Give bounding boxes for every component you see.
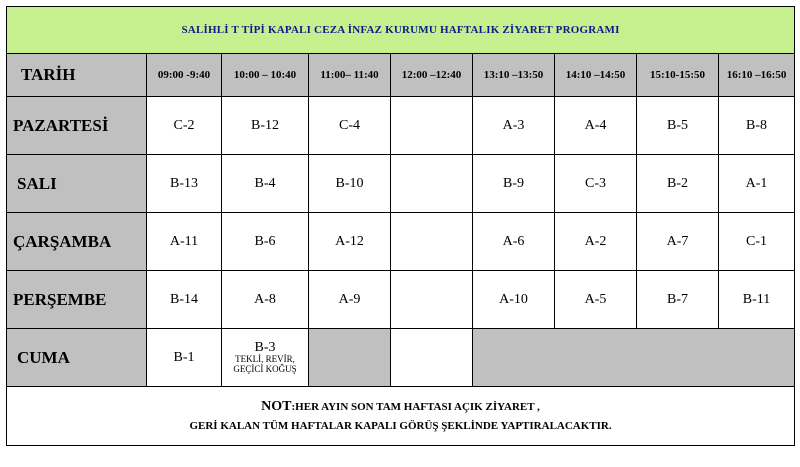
schedule-cell [391,97,473,155]
empty-cell [391,329,473,387]
note-cell [7,387,795,446]
schedule-cell: C-2 [147,97,222,155]
table-row-cuma [7,329,795,387]
schedule-cell: B-13 [147,155,222,213]
header-row [7,54,795,97]
schedule-cell: A-3 [473,97,555,155]
schedule-cell: A-4 [555,97,637,155]
schedule-cell: A-1 [719,155,795,213]
schedule-cell: A-6 [473,213,555,271]
slot-header: 09:00 -9:40 [147,54,222,97]
schedule-cell: C-1 [719,213,795,271]
schedule-cell: B-9 [473,155,555,213]
note-prefix: NOT [261,399,292,414]
slot-header: 16:10 –16:50 [719,54,795,97]
note-line1: :HER AYIN SON TAM HAFTASI AÇIK ZİYARET , [291,401,540,413]
slot-header: 12:00 –12:40 [391,54,473,97]
slot-header: 11:00– 11:40 [309,54,391,97]
cuma-b3-note-line1: TEKLİ, REVİR, [235,354,295,365]
page-title: SALİHLİ T TİPİ KAPALI CEZA İNFAZ KURUMU HAFTALIK ZİYARET PROGRAMI [7,7,795,54]
slot-header: 13:10 –13:50 [473,54,555,97]
day-label: SALI [7,155,147,213]
slot-header: 10:00 – 10:40 [222,54,309,97]
table-row [7,155,795,213]
day-label: ÇARŞAMBA [7,213,147,271]
schedule-cell: B-14 [147,271,222,329]
schedule-cell: C-4 [309,97,391,155]
schedule-cell: A-9 [309,271,391,329]
day-label: CUMA [7,329,147,387]
note-line2: GERİ KALAN TÜM HAFTALAR KAPALI GÖRÜŞ ŞEKLİNDE YAPTIRALACAKTIR. [189,420,612,433]
schedule-cell: B-5 [637,97,719,155]
schedule-cell: A-8 [222,271,309,329]
note-row [7,387,795,446]
schedule-cell: A-11 [147,213,222,271]
table-row [7,97,795,155]
schedule-cell: A-12 [309,213,391,271]
schedule-cell: B-8 [719,97,795,155]
tarih-header: TARİH [7,54,147,97]
schedule-cell [391,155,473,213]
schedule-cell: B-11 [719,271,795,329]
visit-schedule-table [6,6,795,446]
schedule-cell: B-10 [309,155,391,213]
slot-header: 14:10 –14:50 [555,54,637,97]
slot-header: 15:10-15:50 [637,54,719,97]
schedule-cell [391,213,473,271]
schedule-cell: A-10 [473,271,555,329]
schedule-cell: A-2 [555,213,637,271]
schedule-cell: C-3 [555,155,637,213]
empty-gray-cell [309,329,391,387]
table-row [7,213,795,271]
schedule-cell: A-7 [637,213,719,271]
schedule-cell: B-7 [637,271,719,329]
schedule-cell: B-2 [637,155,719,213]
day-label: PERŞEMBE [7,271,147,329]
schedule-cell: B-12 [222,97,309,155]
schedule-cell: B-6 [222,213,309,271]
table-row [7,271,795,329]
empty-gray-block [473,329,795,387]
schedule-cell: A-5 [555,271,637,329]
day-label: PAZARTESİ [7,97,147,155]
schedule-cell-b3 [222,329,309,387]
cuma-b3-note-line2: GEÇİCİ KOĞUŞ [233,363,297,374]
cuma-b3-label: B-3 [254,339,276,355]
schedule-cell: B-4 [222,155,309,213]
schedule-cell: B-1 [147,329,222,387]
schedule-cell [391,271,473,329]
